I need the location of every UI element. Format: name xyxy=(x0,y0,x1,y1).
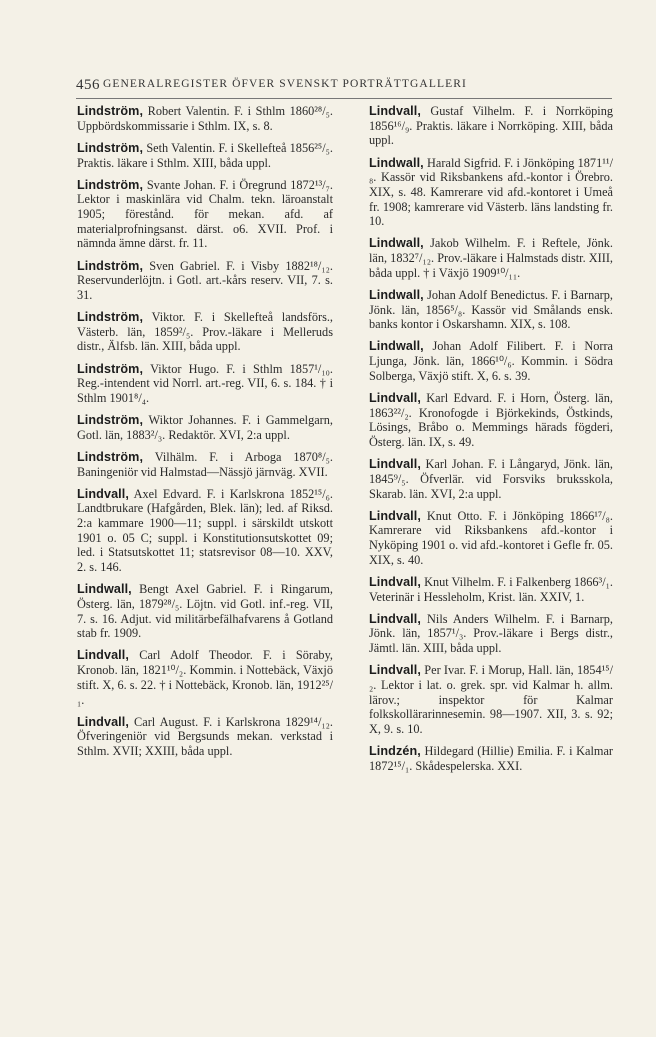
entry-surname: Lindvall, xyxy=(77,486,129,501)
entry-surname: Lindwall, xyxy=(369,339,424,354)
entry-text: Johan Adolf Benedictus. F. i Barnarp, Jönk. län, 1856⁵/₈. Kassör vid Smålands ensk. banks kontor i Oskarshamn. XIX, s. 108. xyxy=(369,287,613,332)
entry-text: Robert Valentin. F. i Sthlm 1860²⁸/₅. Uppbördskommissarie i Sthlm. IX, s. 8. xyxy=(77,104,333,133)
entry-surname: Lindvall, xyxy=(369,611,421,626)
entry-text: Wiktor Johannes. F. i Gammelgarn, Gotl. län, 1883²/₃. Redaktör. XVI, 2:a uppl. xyxy=(77,413,333,442)
entry-surname: Lindwall, xyxy=(369,236,424,251)
entry-text: Carl Adolf Theodor. F. i Söraby, Kronob. län, 1821¹⁰/₂. Kommin. i Nottebäck, Växjö stift. X, 6. s. 22. † i Nottebäck, Kronob. län, 1912²⁵/₁. xyxy=(77,648,334,707)
register-entry xyxy=(77,178,333,252)
register-entry xyxy=(77,582,333,641)
register-entry xyxy=(77,487,333,575)
register-entry xyxy=(77,362,333,406)
entry-surname: Lindström, xyxy=(77,310,144,324)
register-entry xyxy=(369,288,613,332)
entry-text: Johan Adolf Filibert. F. i Norra Ljunga, Jönk. län, 1866¹⁰/₆. Kommin. i Södra Solberga, Växjö stift. X, 6. s. 39. xyxy=(369,339,613,383)
entry-surname: Lindvall, xyxy=(369,663,421,678)
entry-surname: Lindström, xyxy=(77,413,144,427)
entry-surname: Lindström, xyxy=(77,177,144,192)
entry-surname: Lindvall, xyxy=(369,104,421,118)
entry-surname: Lindström, xyxy=(77,258,144,273)
entry-text: Per Ivar. F. i Morup, Hall. län, 1854¹⁵/₂. Lektor i lat. o. grek. spr. vid Kalmar h. allm. lärov.; inspektor för Kalmar folkskollärarinnesemin. 98—1907. XII, 3. s. 92; X, 9. s. 10. xyxy=(369,663,613,736)
entry-surname: Lindvall, xyxy=(77,714,129,729)
entry-text: Gustaf Vilhelm. F. i Norrköping 1856¹⁶/₉. Praktis. läkare i Norrköping. XIII, båda uppl. xyxy=(369,104,613,148)
header-rule xyxy=(76,98,612,99)
entry-surname: Lindwall, xyxy=(369,287,424,302)
entry-text: Knut Otto. F. i Jönköping 1866¹⁷/₈. Kamrerare vid Riksbankens afd.-kontor i Nyköping 1901 o. vid afd.-kontoret i Gefle fr. 05. XIX, s. 40. xyxy=(369,508,613,567)
left-column xyxy=(77,104,333,766)
entry-surname: Lindvall, xyxy=(77,648,129,663)
entry-surname: Lindvall, xyxy=(369,390,421,405)
entry-surname: Lindström, xyxy=(77,140,144,155)
entry-text: Sven Gabriel. F. i Visby 1882¹⁸/₁₂. Reservunderlöjtn. i Gotl. art.-kårs reserv. VII, 7. s. 31. xyxy=(77,258,333,302)
register-entry xyxy=(369,509,613,568)
entry-surname: Lindvall, xyxy=(369,508,421,523)
register-entry xyxy=(77,259,333,303)
entry-text: Viktor Hugo. F. i Sthlm 1857¹/₁₀. Reg.-intendent vid Norrl. art.-reg. VII, 6. s. 184. † i Sthlm 1901⁸/₄. xyxy=(77,361,333,405)
register-entry xyxy=(77,648,333,707)
entry-text: Karl Johan. F. i Långaryd, Jönk. län, 1845⁹/₅. Öfverlär. vid Forsviks bruksskola, Skarab. län. XVI, 2:a uppl. xyxy=(369,457,613,501)
register-entry xyxy=(77,141,333,170)
entry-text: Bengt Axel Gabriel. F. i Ringarum, Österg. län, 1879²⁸/₅. Löjtn. vid Gotl. inf.-reg. VII, 7. s. 16. Adjut. vid militärbefälhafvarens å Gotland stab fr. 1909. xyxy=(77,582,333,641)
register-entry xyxy=(369,104,613,148)
right-column xyxy=(369,104,613,781)
entry-surname: Lindvall, xyxy=(369,457,421,472)
entry-text: Jakob Wilhelm. F. i Reftele, Jönk. län, 1832⁷/₁₂. Prov.-läkare i Halmstads distr. XIII, båda uppl. † i Växjö 1909¹⁰/₁₁. xyxy=(369,236,613,280)
entry-text: Hildegard (Hillie) Emilia. F. i Kalmar 1872¹⁵/₁. Skådespelerska. XXI. xyxy=(369,744,614,773)
entry-text: Seth Valentin. F. i Skellefteå 1856²⁵/₅. Praktis. läkare i Sthlm. XIII, båda uppl. xyxy=(77,140,333,170)
register-entry xyxy=(369,236,613,280)
entry-surname: Lindström, xyxy=(77,449,144,464)
register-entry xyxy=(369,575,613,604)
entry-surname: Lindzén, xyxy=(369,744,421,759)
register-entry xyxy=(369,744,613,773)
register-entry xyxy=(369,663,613,737)
entry-surname: Lindwall, xyxy=(77,582,132,597)
entry-surname: Lindström, xyxy=(77,104,144,118)
entry-text: Vilhälm. F. i Arboga 1870⁸/₅. Baningeniör vid Halmstad—Nässjö järnväg. XVII. xyxy=(77,449,333,479)
entry-surname: Lindvall, xyxy=(369,574,421,589)
register-entry xyxy=(77,104,333,133)
entry-surname: Lindström, xyxy=(77,361,144,376)
register-entry xyxy=(369,457,613,501)
register-entry xyxy=(77,413,333,442)
entry-text: Carl August. F. i Karlskrona 1829¹⁴/₁₂. Öfveringeniör vid Bergsunds mekan. verkstad i Sthlm. XVII; XXIII, båda uppl. xyxy=(77,714,334,759)
register-entry xyxy=(369,612,613,656)
entry-text: Svante Johan. F. i Öregrund 1872¹³/₇. Lektor i maskinlära vid Chalm. tekn. läroanstalt 1905; förestånd. för mekan. afd. af materialprofningsanst. därst. o6. XVII. Prof. i nämnda ämne därst. fr. 11. xyxy=(77,177,333,251)
entry-text: Viktor. F. i Skellefteå landsförs., Västerb. län, 1859²/₅. Prov.-läkare i Melleruds distr., Älfsb. län. XIII, båda uppl. xyxy=(77,310,334,354)
running-title: GENERALREGISTER ÖFVER SVENSKT PORTRÄTTGALLERI xyxy=(103,78,467,90)
entry-surname: Lindwall, xyxy=(369,155,424,170)
entry-text: Nils Anders Wilhelm. F. i Barnarp, Jönk. län, 1857¹/₃. Prov.-läkare i Bergs distr., Jämtl. län. XIII, båda uppl. xyxy=(369,611,613,656)
register-entry xyxy=(369,156,613,230)
register-entry xyxy=(369,391,613,450)
register-entry xyxy=(77,715,333,759)
register-entry xyxy=(77,310,333,354)
entry-text: Knut Vilhelm. F. i Falkenberg 1866³/₁. Veterinär i Hessleholm, Krist. län. XXIV, 1. xyxy=(369,574,613,604)
entry-text: Karl Edvard. F. i Horn, Österg. län, 1863²²/₂. Kronofogde i Björkekinds, Östkinds, Lösings, Bråbo o. Memmings härads fögderi, Österg. län. IX, s. 49. xyxy=(369,390,613,450)
register-entry xyxy=(369,339,613,383)
entry-text: Axel Edvard. F. i Karlskrona 1852¹⁵/₆. Landtbrukare (Hafgården, Blek. län); led. af Riksd. 2:a kammare 1900—11; suppl. i särskildt utskott 1901 o. 05 C; suppl. i Konstitutionsutskottet 09; led. i Statsutskottet 11; statsrevisor 08—10. XXV, 2. s. 146. xyxy=(77,486,333,575)
register-entry xyxy=(77,450,333,479)
entry-text: Harald Sigfrid. F. i Jönköping 1871¹¹/₈. Kassör vid Riksbankens afd.-kontor i Örebro. XIX, s. 48. Kamrerare vid afd.-kontoret i Umeå fr. 1908; kamrerare vid Västerb. läns landsting fr. 10. xyxy=(369,155,614,229)
page-number: 456 xyxy=(76,77,100,93)
